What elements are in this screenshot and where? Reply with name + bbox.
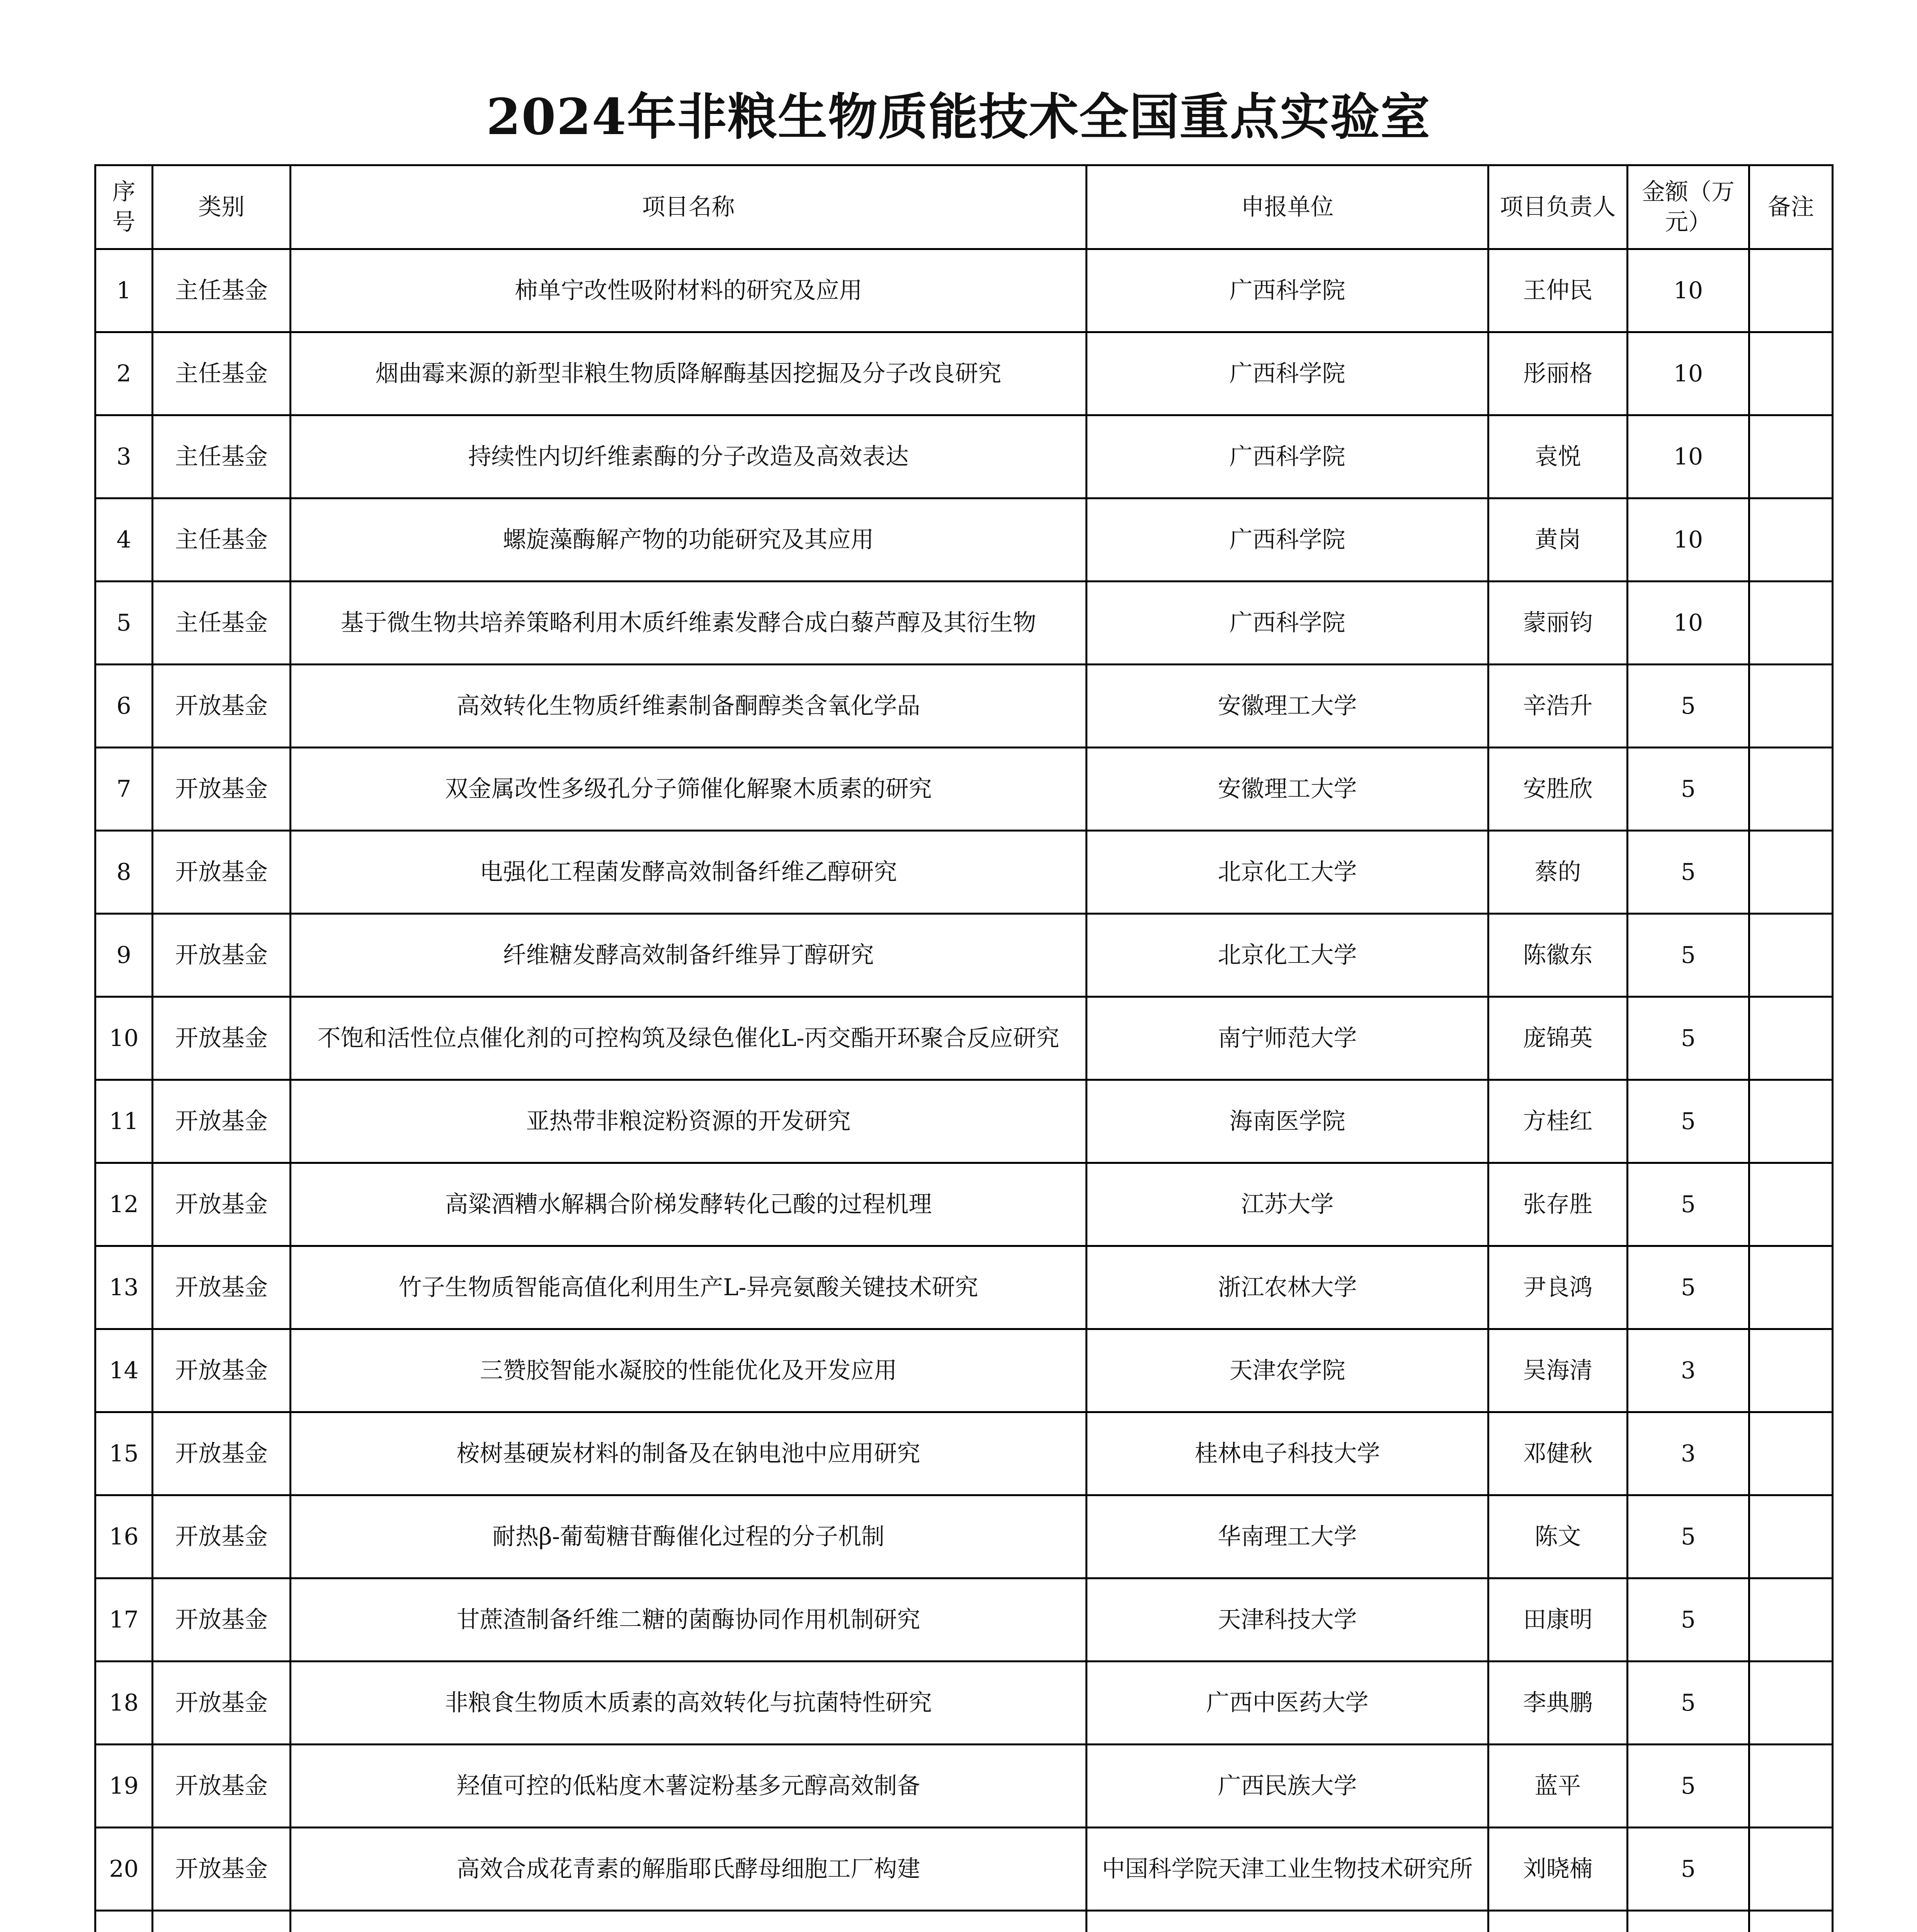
project-name-cell: 烟曲霉来源的新型非粮生物质降解酶基因挖掘及分子改良研究	[291, 332, 1087, 415]
unit-cell: 天津科技大学	[1087, 1578, 1488, 1662]
remark-cell	[1749, 1578, 1833, 1662]
category-cell: 开放基金	[153, 1080, 291, 1163]
table-row	[95, 665, 1833, 748]
remark-cell	[1749, 1163, 1833, 1246]
remark-cell	[1749, 1329, 1833, 1412]
unit-cell: 安徽理工大学	[1087, 748, 1488, 831]
seq-cell: 7	[95, 748, 153, 831]
category-cell: 开放基金	[153, 1828, 291, 1911]
remark-cell	[1749, 1662, 1833, 1745]
seq-cell: 2	[95, 332, 153, 415]
leader-cell: 彤丽格	[1488, 332, 1628, 415]
header-remark: 备注	[1749, 165, 1833, 249]
seq-cell: 11	[95, 1080, 153, 1163]
category-cell: 开放基金	[153, 1246, 291, 1329]
remark-cell	[1749, 1828, 1833, 1911]
project-name-cell: 羟值可控的低粘度木薯淀粉基多元醇高效制备	[291, 1745, 1087, 1828]
category-cell: 开放基金	[153, 1662, 291, 1745]
category-cell: 开放基金	[153, 914, 291, 997]
amount-cell: 5	[1628, 1662, 1749, 1745]
remark-cell	[1749, 1745, 1833, 1828]
category-cell: 开放基金	[153, 1163, 291, 1246]
table-row	[95, 1745, 1833, 1828]
table-row	[95, 1412, 1833, 1495]
table-row	[95, 997, 1833, 1080]
seq-cell: 14	[95, 1329, 153, 1412]
leader-cell: 蓝平	[1488, 1745, 1628, 1828]
amount-cell: 5	[1628, 665, 1749, 748]
table-row	[95, 1495, 1833, 1578]
remark-cell	[1749, 249, 1833, 332]
remark-cell	[1749, 498, 1833, 582]
leader-cell: 袁悦	[1488, 415, 1628, 498]
amount-cell: 5	[1628, 1828, 1749, 1911]
remark-cell	[1749, 1495, 1833, 1578]
leader-cell: 蔡的	[1488, 831, 1628, 914]
unit-cell: 广西科学院	[1087, 582, 1488, 665]
unit-cell: 广西科学院	[1087, 249, 1488, 332]
seq-cell: 19	[95, 1745, 153, 1828]
unit-cell	[1087, 1911, 1488, 1932]
seq-cell: 1	[95, 249, 153, 332]
amount-cell: 5	[1628, 748, 1749, 831]
category-cell: 开放基金	[153, 1412, 291, 1495]
header-seq: 序号	[95, 165, 153, 249]
amount-cell: 3	[1628, 1329, 1749, 1412]
amount-cell: 10	[1628, 249, 1749, 332]
leader-cell: 辛浩升	[1488, 665, 1628, 748]
leader-cell: 田康明	[1488, 1578, 1628, 1662]
leader-cell: 安胜欣	[1488, 748, 1628, 831]
seq-cell: 9	[95, 914, 153, 997]
seq-cell: 10	[95, 997, 153, 1080]
leader-cell: 蒙丽钧	[1488, 582, 1628, 665]
unit-cell: 华南理工大学	[1087, 1495, 1488, 1578]
unit-cell: 江苏大学	[1087, 1163, 1488, 1246]
category-cell: 开放基金	[153, 748, 291, 831]
table-row	[95, 1662, 1833, 1745]
amount-cell: 10	[1628, 415, 1749, 498]
project-name-cell: 耐热β-葡萄糖苷酶催化过程的分子机制	[291, 1495, 1087, 1578]
header-leader: 项目负责人	[1488, 165, 1628, 249]
amount-cell: 5	[1628, 914, 1749, 997]
header-row	[95, 165, 1833, 249]
remark-cell	[1749, 332, 1833, 415]
table-row	[95, 1911, 1833, 1932]
amount-cell	[1628, 1911, 1749, 1932]
leader-cell: 王仲民	[1488, 249, 1628, 332]
header-amount: 金额（万元）	[1628, 165, 1749, 249]
table-row	[95, 498, 1833, 582]
amount-cell: 5	[1628, 1246, 1749, 1329]
remark-cell	[1749, 748, 1833, 831]
unit-cell: 广西中医药大学	[1087, 1662, 1488, 1745]
remark-cell	[1749, 415, 1833, 498]
table-row	[95, 1080, 1833, 1163]
seq-cell	[95, 1911, 153, 1932]
category-cell: 开放基金	[153, 1578, 291, 1662]
table-row	[95, 1578, 1833, 1662]
amount-cell: 5	[1628, 1495, 1749, 1578]
header-category: 类别	[153, 165, 291, 249]
page-title: 2024年非粮生物质能技术全国重点实验室	[486, 88, 1431, 146]
unit-cell: 北京化工大学	[1087, 914, 1488, 997]
project-name-cell: 高效合成花青素的解脂耶氏酵母细胞工厂构建	[291, 1828, 1087, 1911]
project-name-cell: 亚热带非粮淀粉资源的开发研究	[291, 1080, 1087, 1163]
table-row	[95, 748, 1833, 831]
leader-cell: 尹良鸿	[1488, 1246, 1628, 1329]
seq-cell: 15	[95, 1412, 153, 1495]
table-row	[95, 1329, 1833, 1412]
leader-cell: 吴海清	[1488, 1329, 1628, 1412]
amount-cell: 5	[1628, 831, 1749, 914]
category-cell: 开放基金	[153, 997, 291, 1080]
category-cell: 开放基金	[153, 1329, 291, 1412]
seq-cell: 17	[95, 1578, 153, 1662]
remark-cell	[1749, 1246, 1833, 1329]
leader-cell: 陈徽东	[1488, 914, 1628, 997]
unit-cell: 南宁师范大学	[1087, 997, 1488, 1080]
leader-cell: 刘晓楠	[1488, 1828, 1628, 1911]
project-name-cell: 桉树基硬炭材料的制备及在钠电池中应用研究	[291, 1412, 1087, 1495]
project-name-cell: 三赞胶智能水凝胶的性能优化及开发应用	[291, 1329, 1087, 1412]
amount-cell: 10	[1628, 332, 1749, 415]
remark-cell	[1749, 1412, 1833, 1495]
leader-cell: 李典鹏	[1488, 1662, 1628, 1745]
category-cell: 主任基金	[153, 498, 291, 582]
seq-cell: 4	[95, 498, 153, 582]
category-cell: 主任基金	[153, 415, 291, 498]
category-cell: 开放基金	[153, 1745, 291, 1828]
project-name-cell: 纤维糖发酵高效制备纤维异丁醇研究	[291, 914, 1087, 997]
unit-cell: 天津农学院	[1087, 1329, 1488, 1412]
remark-cell	[1749, 1911, 1833, 1932]
leader-cell: 黄岗	[1488, 498, 1628, 582]
seq-cell: 13	[95, 1246, 153, 1329]
category-cell: 主任基金	[153, 249, 291, 332]
seq-cell: 5	[95, 582, 153, 665]
table-row	[95, 831, 1833, 914]
remark-cell	[1749, 665, 1833, 748]
category-cell	[153, 1911, 291, 1932]
project-name-cell: 双金属改性多级孔分子筛催化解聚木质素的研究	[291, 748, 1087, 831]
category-cell: 开放基金	[153, 665, 291, 748]
table-row	[95, 249, 1833, 332]
leader-cell: 陈文	[1488, 1495, 1628, 1578]
seq-cell: 8	[95, 831, 153, 914]
seq-cell: 12	[95, 1163, 153, 1246]
leader-cell: 张存胜	[1488, 1163, 1628, 1246]
amount-cell: 10	[1628, 582, 1749, 665]
table-row	[95, 415, 1833, 498]
unit-cell: 广西科学院	[1087, 415, 1488, 498]
remark-cell	[1749, 582, 1833, 665]
category-cell: 开放基金	[153, 1495, 291, 1578]
unit-cell: 广西科学院	[1087, 332, 1488, 415]
unit-cell: 北京化工大学	[1087, 831, 1488, 914]
amount-cell: 10	[1628, 498, 1749, 582]
funding-table	[94, 164, 1834, 1932]
table-row	[95, 332, 1833, 415]
seq-cell: 18	[95, 1662, 153, 1745]
unit-cell: 广西民族大学	[1087, 1745, 1488, 1828]
table-row	[95, 1246, 1833, 1329]
project-name-cell: 基于微生物共培养策略利用木质纤维素发酵合成白藜芦醇及其衍生物	[291, 582, 1087, 665]
unit-cell: 安徽理工大学	[1087, 665, 1488, 748]
category-cell: 主任基金	[153, 332, 291, 415]
amount-cell: 5	[1628, 1163, 1749, 1246]
leader-cell: 邓健秋	[1488, 1412, 1628, 1495]
leader-cell: 庞锦英	[1488, 997, 1628, 1080]
header-unit: 申报单位	[1087, 165, 1488, 249]
project-name-cell: 螺旋藻酶解产物的功能研究及其应用	[291, 498, 1087, 582]
header-project: 项目名称	[291, 165, 1087, 249]
project-name-cell	[291, 1911, 1087, 1932]
leader-cell: 方桂红	[1488, 1080, 1628, 1163]
unit-cell: 浙江农林大学	[1087, 1246, 1488, 1329]
amount-cell: 5	[1628, 997, 1749, 1080]
remark-cell	[1749, 997, 1833, 1080]
project-name-cell: 不饱和活性位点催化剂的可控构筑及绿色催化L-丙交酯开环聚合反应研究	[291, 997, 1087, 1080]
seq-cell: 6	[95, 665, 153, 748]
remark-cell	[1749, 831, 1833, 914]
unit-cell: 海南医学院	[1087, 1080, 1488, 1163]
project-name-cell: 持续性内切纤维素酶的分子改造及高效表达	[291, 415, 1087, 498]
remark-cell	[1749, 914, 1833, 997]
table-row	[95, 1828, 1833, 1911]
table-row	[95, 914, 1833, 997]
unit-cell: 桂林电子科技大学	[1087, 1412, 1488, 1495]
project-name-cell: 非粮食生物质木质素的高效转化与抗菌特性研究	[291, 1662, 1087, 1745]
seq-cell: 16	[95, 1495, 153, 1578]
table-body	[95, 249, 1833, 1932]
table-row	[95, 1163, 1833, 1246]
project-name-cell: 甘蔗渣制备纤维二糖的菌酶协同作用机制研究	[291, 1578, 1087, 1662]
unit-cell: 广西科学院	[1087, 498, 1488, 582]
amount-cell: 5	[1628, 1578, 1749, 1662]
category-cell: 开放基金	[153, 831, 291, 914]
project-name-cell: 柿单宁改性吸附材料的研究及应用	[291, 249, 1087, 332]
project-name-cell: 高效转化生物质纤维素制备酮醇类含氧化学品	[291, 665, 1087, 748]
table-row	[95, 582, 1833, 665]
remark-cell	[1749, 1080, 1833, 1163]
seq-cell: 20	[95, 1828, 153, 1911]
category-cell: 主任基金	[153, 582, 291, 665]
unit-cell: 中国科学院天津工业生物技术研究所	[1087, 1828, 1488, 1911]
project-name-cell: 高粱酒糟水解耦合阶梯发酵转化己酸的过程机理	[291, 1163, 1087, 1246]
seq-cell: 3	[95, 415, 153, 498]
project-name-cell: 电强化工程菌发酵高效制备纤维乙醇研究	[291, 831, 1087, 914]
leader-cell	[1488, 1911, 1628, 1932]
amount-cell: 5	[1628, 1080, 1749, 1163]
project-name-cell: 竹子生物质智能高值化利用生产L-异亮氨酸关键技术研究	[291, 1246, 1087, 1329]
amount-cell: 3	[1628, 1412, 1749, 1495]
amount-cell: 5	[1628, 1745, 1749, 1828]
